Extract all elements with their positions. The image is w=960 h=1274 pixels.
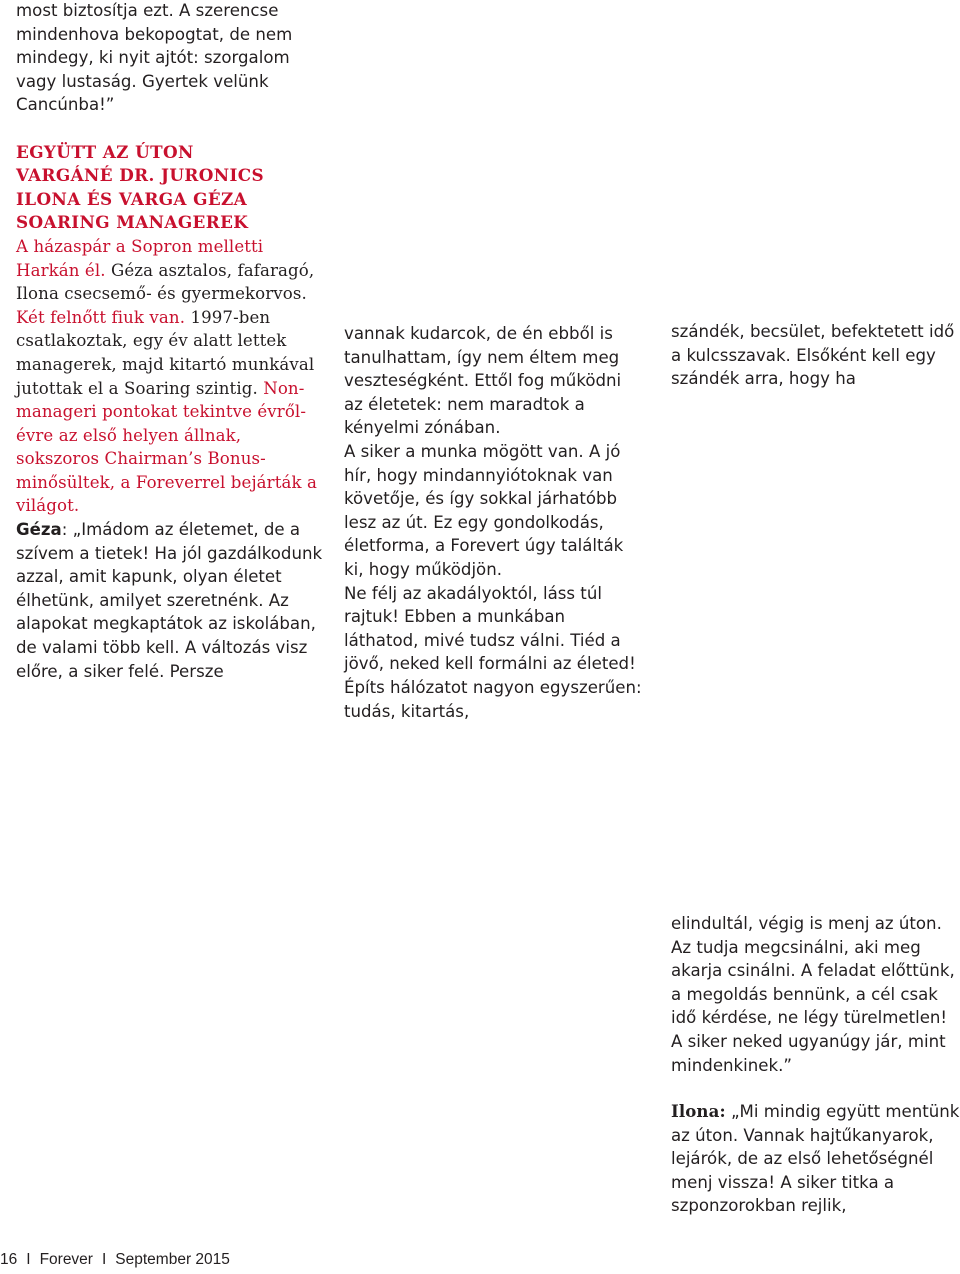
col2-text-a: vannak kudarcok, de én ebből is tanulhattam, így nem éltem meg veszteségként. [344, 324, 620, 391]
col3-paragraph [671, 320, 960, 391]
bio-paragraph [16, 235, 326, 518]
footer-separator-1: I [26, 1251, 31, 1268]
col2-text-i: Építs hálózatot nagyon egyszerűen: tudás, kitartás, [344, 677, 642, 721]
bio-dark-1: Géza asztalos, fafaragó, Ilona csecsemő- és gyermekorvos. [16, 260, 315, 304]
col2-text-c: A siker a munka mögött van. [344, 441, 589, 461]
col2-paragraph-3 [344, 582, 644, 724]
ilona-quote-c: A siker titka a szponzorokban rejlik, [671, 1172, 895, 1216]
heading-line-1: EGYÜTT AZ ÚTON [16, 141, 194, 162]
magazine-title: Forever [39, 1251, 93, 1268]
ilona-quote-a: „Mi mindig együtt mentünk az úton. [671, 1102, 960, 1145]
footer-separator-2: I [101, 1251, 107, 1268]
col2-text-f: Ne félj az akadályoktól, láss túl rajtuk! [344, 583, 602, 627]
heading-line-3: ILONA ÉS VARGA GÉZA [16, 188, 248, 209]
intro-paragraph: most biztosítja ezt. A szerencse mindenhova bekopogtat, de nem mindegy, ki nyit ajtót: szorgalom vagy lustaság. Gyertek velünk Cancúnba!” [16, 1, 293, 115]
speaker-geza: Géza [16, 520, 62, 540]
geza-quote [16, 518, 326, 683]
col4-text-a: elindultál, végig is menj az úton. Az tudja megcsinálni, aki meg akarja csinálni. [671, 914, 942, 981]
heading-line-2: VARGÁNÉ DR. JURONICS [16, 165, 264, 186]
col3-text-b: Elsőként kell egy szándék arra, hogy ha [671, 345, 936, 389]
geza-quote-a: : „Imádom az életemet, de a szívem a tietek! [16, 520, 301, 563]
col2-paragraph-1 [344, 322, 644, 440]
speaker-ilona: Ilona: [671, 1101, 726, 1121]
issue-date: September 2015 [115, 1251, 230, 1268]
geza-quote-e: Persze [169, 661, 224, 681]
geza-quote-c: Az alapokat megkaptátok az iskolában, de valami több kell. [16, 590, 316, 658]
column-3-continued [671, 912, 960, 1077]
col2-paragraph-2 [344, 440, 644, 582]
col3-text-a: szándék, becsület, befektetett idő a kulcsszavak. [671, 322, 955, 365]
bio-dark-2: 1997-ben csatlakoztak, egy év alatt lettek managerek, majd kitartó munkával jutottak el a Soaring szintig. [16, 307, 315, 398]
article-heading [16, 141, 326, 235]
bio-red-2: Két felnőtt fiuk van. [16, 307, 191, 327]
column-1 [16, 0, 326, 683]
col2-text-d: A jó hír, hogy mindannyiótoknak van követője, és így sokkal járhatóbb lesz az út. [344, 441, 621, 532]
geza-quote-b: Ha jól gazdálkodunk azzal, amit kapunk, olyan életet élhetünk, amilyet szeretnénk. [16, 543, 323, 610]
ilona-quote [671, 1100, 960, 1218]
spacer [16, 117, 326, 141]
col4-paragraph [671, 912, 960, 1077]
bio-red-1: A házaspár a Sopron melletti Harkán él. [16, 236, 264, 280]
col2-text-h: Tiéd a jövő, neked kell formálni az életed! [344, 630, 636, 674]
column-2 [344, 322, 644, 723]
ilona-quote-block [671, 1100, 960, 1218]
heading-line-4: SOARING MANAGEREK [16, 212, 249, 233]
column-3 [671, 320, 960, 391]
geza-quote-d: A változás visz előre, a siker felé. [16, 638, 308, 681]
col2-text-e: Ez egy gondolkodás, életforma, a Forevert úgy találták ki, hogy működjön. [344, 512, 624, 579]
col2-text-b: Ettől fog működni az életetek: nem maradtok a kényelmi zónában. [344, 371, 622, 438]
page-footer [0, 1251, 230, 1269]
col2-text-g: Ebben a munkában láthatod, mivé tudsz válni. [344, 607, 571, 650]
ilona-quote-b: Vannak hajtűkanyarok, lejárók, de az első lehetőségnél menj vissza! [671, 1125, 934, 1192]
col4-text-b: A feladat előttünk, a megoldás bennünk, a cél csak idő kérdése, ne légy türelmetlen! [671, 961, 955, 1028]
bio-red-3: Non-manageri pontokat tekintve évről-évre az első helyen állnak, sokszoros Chairman’s Bonus-minősültek, a Foreverrel bejárták a világot. [16, 378, 317, 516]
col4-text-c: A siker neked ugyanúgy jár, mint mindenkinek.” [671, 1031, 946, 1075]
page-number: 16 [0, 1251, 18, 1268]
